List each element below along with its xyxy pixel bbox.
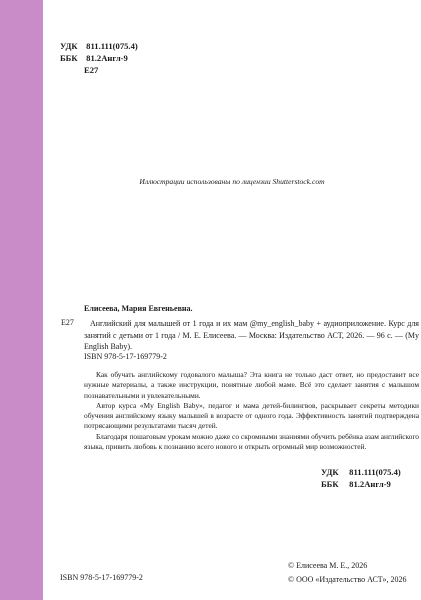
udk-line [60,41,138,51]
decorative-side-band [0,0,43,600]
copyright-notices [288,559,406,586]
udk-line-bottom: УДК 811.111(075.4) [321,467,401,477]
udk-value: 811.111(075.4) [86,41,138,51]
author-mark: Е27 [84,65,99,75]
annotation-paragraph: Как обучать английскому годовалого малыша? Эта книга не только даст ответ, но предоставит все нужные материалы, а также инструкции, понятные любой маме. Всё это сделает занятия с малышом познавательными и увлекательными. [84,370,419,400]
copyright-publisher: © ООО «Издательство АСТ», 2026 [288,574,407,584]
bbk-label: ББК [60,53,78,63]
catalog-mark: Е27 [61,318,74,327]
illustration-credit: Иллюстрации использованы по лицензии Shutterstock.com [139,177,325,186]
copyright-author: © Елисеева М. Е., 2026 [288,561,368,570]
bbk-line [60,53,128,63]
bbk-value: 81.2Англ-9 [86,53,128,63]
classification-block-bottom [321,466,401,490]
annotation-paragraph: Благодаря пошаговым урокам можно даже со скромными знаниями обучить ребёнка азам английского языка, привить любовь к познанию всего нового и открыть огромный мир возможностей. [84,431,419,452]
annotation-paragraph: Автор курса «My English Baby», педагог и мама детей-билингвов, раскрывает секреты методики обучения английскому языку малышей в возрасте от одного года. Эффективность занятий подтверждена потрясающими результатами тысяч детей. [84,400,419,431]
catalog-author: Елисеева, Мария Евгеньевна. [84,304,193,313]
annotation [84,370,419,452]
catalog-isbn: ISBN 978-5-17-169779-2 [84,352,167,361]
isbn-bottom: ISBN 978-5-17-169779-2 [60,573,143,582]
copyright-page [43,0,421,600]
bbk-line-bottom: ББК 81.2Англ-9 [321,479,391,489]
udk-label: УДК [60,41,78,51]
catalog-description: Английский для малышей от 1 года и их мам @my_english_baby + аудиоприложение. Курс для занятий с детьми от 1 года / М. Е. Елисеева. — Москва: Издательство АСТ, 2026. — 96 с. — (My English Baby). [84,319,419,351]
